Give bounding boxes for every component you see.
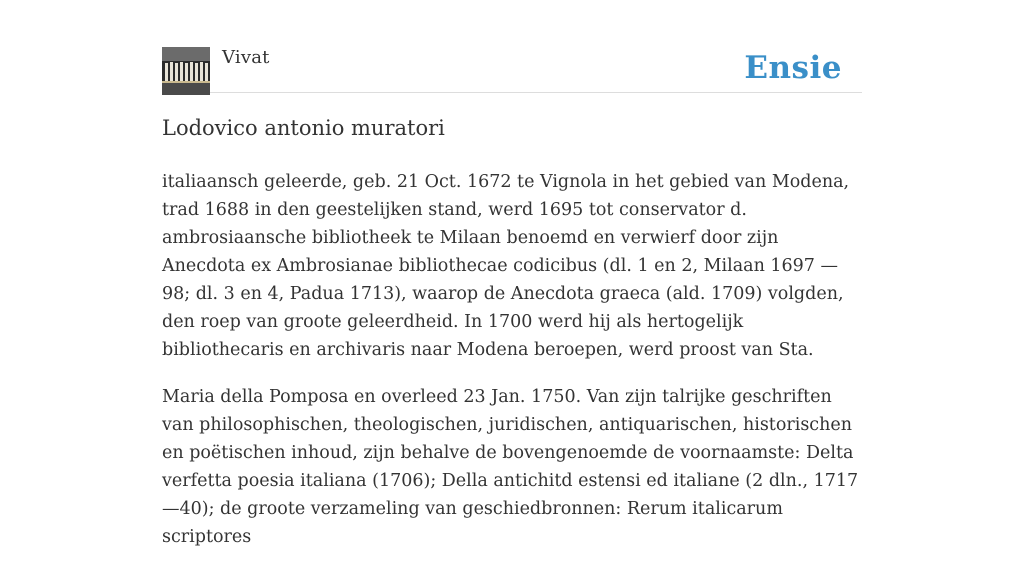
article-paragraph: italiaansch geleerde, geb. 21 Oct. 1672 te Vignola in het gebied van Modena, trad 1688 in den geestelijken stand, werd 1695 tot conservator d. ambrosiaansche bibliotheek te Milaan benoemd en verwierf door zijn Anecdota ex Ambrosianae bibliothecae codicibus (dl. 1 en 2, Milaan 1697 —98; dl. 3 en 4, Padua 1713), waarop de Anecdota graeca (ald. 1709) volgden, den roep van groote geleerdheid. In 1700 werd hij als hertogelijk bibliothecaris en archivaris naar Modena beroepen, werd proost van Sta. <box>162 172 850 360</box>
header <box>162 46 862 93</box>
brand-logo[interactable]: Ensie <box>744 50 842 86</box>
article-paragraph: Maria della Pomposa en overleed 23 Jan. 1750. Van zijn talrijke geschriften van philosophischen, theologischen, juridischen, antiquarischen, historischen en poëtischen inhoud, zijn behalve de bovengenoemde de voornaamste: Delta verfetta poesia italiana (1706); Della antichitd estensi ed italiane (2 dln., 1717—40); de groote verzameling van geschiedbronnen: Rerum italicarum scriptores <box>162 387 859 547</box>
book-spines-icon <box>162 47 210 95</box>
article-title: Lodovico antonio muratori <box>162 116 445 140</box>
article-body <box>162 168 862 570</box>
author-name[interactable]: Vivat <box>222 47 270 68</box>
avatar[interactable] <box>162 47 210 95</box>
